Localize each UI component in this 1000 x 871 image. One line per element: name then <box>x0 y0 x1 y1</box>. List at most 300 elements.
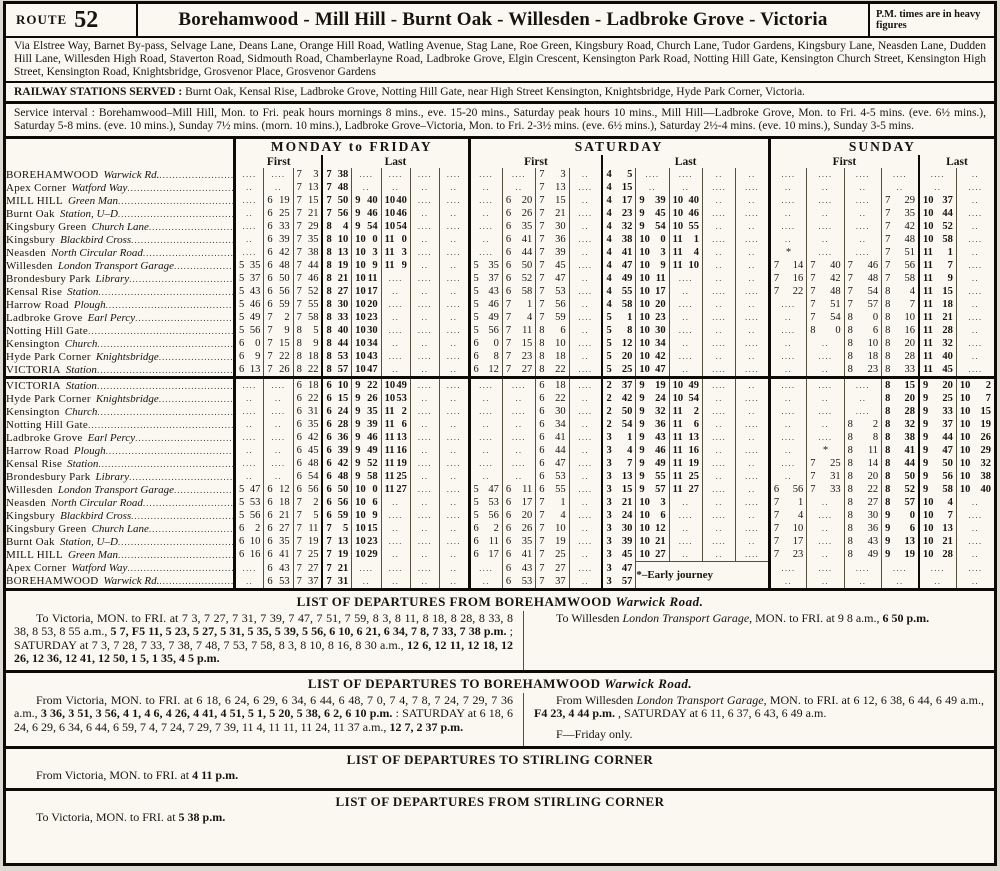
time-cell: .... <box>736 233 769 246</box>
time-cell: 11 21 <box>919 311 956 324</box>
time-cell: 7 48 <box>322 181 351 194</box>
time-cell: .... <box>410 378 439 393</box>
time-cell: 6 41 <box>264 548 293 562</box>
time-cell: 6 17 <box>469 548 502 562</box>
time-cell: 8 33 <box>882 363 919 378</box>
time-cell: 10 49 <box>381 378 410 393</box>
time-cell: .. <box>235 181 264 194</box>
station-name: Burnt Oak Station, U–D ..... <box>6 535 235 548</box>
station-name: Apex Corner Watford Way ..... <box>6 181 235 194</box>
time-cell: .. <box>440 444 469 457</box>
time-cell: 7 25 <box>536 548 569 562</box>
time-cell: 2 42 <box>602 392 635 405</box>
time-cell: 7 3 <box>536 168 569 181</box>
time-cell: .... <box>736 207 769 220</box>
time-cell: 9 47 <box>919 444 956 457</box>
time-cell: .. <box>569 496 602 509</box>
service-interval: Service interval : Borehamwood–Mill Hill, Mon. to Fri. peak hours mornings 8 mins., eve. 15-20 mins., Saturday peak hours 10 mins., Mill Hill—Ladbroke Grove, Mon. to Fri. 4-5 mins. (eve. 6½ mins.), Saturday 5-8 mins. (eve. 10 mins.), Sunday 7½ mins. (morn. 10 mins.), Ladbroke Grove–Victoria, Mon. to Fri. 2-3½ mins. (eve. 6½ mins.), Saturday 2½-4 mins. (eve. 10 mins.), Sunday 3-5 mins. <box>6 101 994 139</box>
time-cell: 9 43 <box>636 431 669 444</box>
time-cell: .... <box>352 168 381 181</box>
time-cell: 6 55 <box>536 483 569 496</box>
time-cell: 3 1 <box>602 431 635 444</box>
departures-text: To Victoria, MON. to FRI. at 5 38 p.m. <box>36 809 226 824</box>
time-cell: .... <box>769 324 806 337</box>
time-cell: 7 45 <box>536 259 569 272</box>
time-cell: .. <box>769 233 806 246</box>
timetable-row <box>6 444 994 457</box>
time-cell: .... <box>669 324 702 337</box>
time-cell: .... <box>410 350 439 363</box>
time-cell: 7 58 <box>882 272 919 285</box>
time-cell: .... <box>410 168 439 181</box>
time-cell: 6 53 <box>264 575 293 588</box>
time-cell: 6 35 <box>293 418 322 431</box>
time-cell: .. <box>569 470 602 483</box>
time-cell: 7 3 <box>293 168 322 181</box>
time-cell: .. <box>569 350 602 363</box>
time-cell: 10 28 <box>919 548 956 562</box>
time-cell: 3 39 <box>602 535 635 548</box>
timetable-row <box>6 483 994 496</box>
time-cell: 3 13 <box>602 470 635 483</box>
time-cell: 7 48 <box>844 272 881 285</box>
time-cell: 8 4 <box>882 285 919 298</box>
section-title <box>6 791 994 811</box>
time-cell: .. <box>381 181 410 194</box>
time-cell: 10 17 <box>352 285 381 298</box>
time-cell: .... <box>410 405 439 418</box>
time-cell: .... <box>736 470 769 483</box>
time-cell: 10 30 <box>352 324 381 337</box>
time-cell: .. <box>844 233 881 246</box>
time-cell: .. <box>919 181 956 194</box>
time-cell: .... <box>569 311 602 324</box>
time-cell: 7 58 <box>293 311 322 324</box>
time-cell: 7 40 <box>807 259 844 272</box>
time-cell: .... <box>956 285 994 298</box>
time-cell: .. <box>569 522 602 535</box>
time-cell: .. <box>381 363 410 378</box>
time-cell: 8 16 <box>882 324 919 337</box>
time-cell: .... <box>440 535 469 548</box>
time-cell: .. <box>410 392 439 405</box>
time-cell: 6 18 <box>264 496 293 509</box>
time-cell: .. <box>769 575 806 588</box>
time-cell: .. <box>381 285 410 298</box>
time-cell: .... <box>703 378 736 393</box>
time-cell: 10 44 <box>919 207 956 220</box>
time-cell: .. <box>381 337 410 350</box>
time-cell: 10 30 <box>636 324 669 337</box>
time-cell: 7 13 <box>293 181 322 194</box>
time-cell: .... <box>807 220 844 233</box>
time-cell: .. <box>956 496 994 509</box>
time-cell: .... <box>352 562 381 575</box>
time-cell: 6 48 <box>264 259 293 272</box>
time-cell: 10 58 <box>919 233 956 246</box>
time-cell: 7 55 <box>293 298 322 311</box>
time-cell: .. <box>469 233 502 246</box>
time-cell: 10 6 <box>352 496 381 509</box>
time-cell: 4 17 <box>602 194 635 207</box>
timetable-row <box>6 418 994 431</box>
time-cell: .... <box>235 168 264 181</box>
station-name: Notting Hill Gate ..... <box>6 324 235 337</box>
time-cell: .... <box>235 220 264 233</box>
time-cell: .. <box>569 194 602 207</box>
time-cell: .... <box>264 405 293 418</box>
time-cell: 7 5 <box>293 509 322 522</box>
railway-label: RAILWAY STATIONS SERVED : <box>14 86 183 98</box>
day-header-row <box>6 139 994 155</box>
time-cell: 10 17 <box>636 285 669 298</box>
time-cell: 11 25 <box>669 470 702 483</box>
time-cell: 6 24 <box>322 405 351 418</box>
time-cell: .... <box>736 363 769 378</box>
time-cell: .... <box>844 405 881 418</box>
time-cell: .. <box>703 470 736 483</box>
time-cell: 5 53 <box>235 496 264 509</box>
time-cell: 6 20 <box>502 194 535 207</box>
time-cell: .. <box>736 509 769 522</box>
section-title-text: LIST OF DEPARTURES FROM STIRLING CORNER <box>335 793 665 809</box>
time-cell: 8 57 <box>882 496 919 509</box>
time-cell: 7 51 <box>882 246 919 259</box>
time-cell: .... <box>569 405 602 418</box>
time-cell: 7 42 <box>882 220 919 233</box>
station-name: Kingsbury Green Church Lane ..... <box>6 522 235 535</box>
time-cell: 11 0 <box>381 233 410 246</box>
time-cell: 6 27 <box>264 522 293 535</box>
timetable-row <box>6 207 994 220</box>
time-cell: 5 56 <box>469 509 502 522</box>
time-cell: .... <box>956 207 994 220</box>
time-cell: .... <box>736 548 769 562</box>
time-cell: .. <box>502 470 535 483</box>
time-cell: 10 6 <box>636 509 669 522</box>
time-cell: .. <box>807 207 844 220</box>
time-cell: 9 50 <box>919 457 956 470</box>
time-cell: 10 47 <box>636 363 669 378</box>
time-cell: .. <box>381 311 410 324</box>
time-cell: .... <box>469 378 502 393</box>
time-cell: .. <box>736 272 769 285</box>
time-cell: .... <box>569 233 602 246</box>
time-cell: 5 49 <box>235 311 264 324</box>
time-cell: 10 49 <box>669 378 702 393</box>
time-cell: .. <box>769 470 806 483</box>
time-cell: .. <box>669 363 702 378</box>
time-cell: 5 56 <box>235 324 264 337</box>
timetable-row <box>6 509 994 522</box>
station-name: Kensington Church ..... <box>6 405 235 418</box>
station-name: Harrow Road Plough ..... <box>6 298 235 311</box>
time-cell: .. <box>807 363 844 378</box>
time-cell: 8 19 <box>322 259 351 272</box>
time-cell: 7 10 <box>536 522 569 535</box>
time-cell: 11 16 <box>381 444 410 457</box>
time-cell: 9 19 <box>636 378 669 393</box>
time-cell: 9 40 <box>352 194 381 207</box>
time-cell: .... <box>381 168 410 181</box>
time-cell: .. <box>736 168 769 181</box>
station-name: MILL HILL Green Man ..... <box>6 548 235 562</box>
time-cell: 6 53 <box>536 470 569 483</box>
time-cell: 10 38 <box>956 470 994 483</box>
time-cell: 10 29 <box>956 444 994 457</box>
station-name: Willesden London Transport Garage ..... <box>6 259 235 272</box>
time-cell: 8 4 <box>322 220 351 233</box>
time-cell: .... <box>410 483 439 496</box>
time-cell: 7 29 <box>882 194 919 207</box>
station-name: Brondesbury Park Library ..... <box>6 470 235 483</box>
timetable-row <box>6 535 994 548</box>
time-cell: .... <box>807 168 844 181</box>
timetable-row <box>6 337 994 350</box>
time-cell: 7 27 <box>293 562 322 575</box>
time-cell: 8 40 <box>322 324 351 337</box>
time-cell: 8 53 <box>322 350 351 363</box>
time-cell: 6 2 <box>469 522 502 535</box>
time-cell: .. <box>440 311 469 324</box>
time-cell: 8 11 <box>844 444 881 457</box>
time-cell: 9 37 <box>919 418 956 431</box>
time-cell: 8 41 <box>882 444 919 457</box>
time-cell: .. <box>703 392 736 405</box>
time-cell: 6 12 <box>469 363 502 378</box>
time-cell: 7 56 <box>322 207 351 220</box>
time-cell: .... <box>410 431 439 444</box>
time-cell: 10 0 <box>636 233 669 246</box>
timetable-row <box>6 392 994 405</box>
time-cell: 10 3 <box>636 246 669 259</box>
early-journey-note: *–Early journey <box>636 562 770 588</box>
time-cell: 6 41 <box>536 431 569 444</box>
time-cell: 5 56 <box>469 324 502 337</box>
time-cell: .. <box>264 418 293 431</box>
time-cell: .... <box>502 457 535 470</box>
time-cell: 7 36 <box>536 233 569 246</box>
time-cell: 6 25 <box>264 207 293 220</box>
time-cell: 10 40 <box>956 483 994 496</box>
time-cell: 9 52 <box>352 457 381 470</box>
time-cell: .... <box>381 324 410 337</box>
time-cell: 8 27 <box>322 285 351 298</box>
time-cell: .... <box>669 168 702 181</box>
time-cell: 6 39 <box>264 233 293 246</box>
time-cell: .. <box>882 575 919 588</box>
time-cell: .. <box>264 470 293 483</box>
time-cell: .... <box>469 457 502 470</box>
time-cell: 7 4 <box>502 311 535 324</box>
timetable-row <box>6 181 994 194</box>
time-cell: 3 47 <box>602 562 635 575</box>
time-cell: .. <box>469 470 502 483</box>
time-cell: 8 20 <box>844 470 881 483</box>
time-cell: .... <box>410 509 439 522</box>
time-cell: .. <box>736 350 769 363</box>
time-cell: 11 6 <box>381 418 410 431</box>
time-cell: 9 45 <box>636 207 669 220</box>
time-cell: 9 36 <box>636 418 669 431</box>
timetable-row <box>6 457 994 470</box>
time-cell: .... <box>844 562 881 575</box>
time-cell: 11 28 <box>919 324 956 337</box>
section-title-text: LIST OF DEPARTURES FROM BOREHAMWOOD <box>296 593 612 609</box>
time-cell: 8 44 <box>882 457 919 470</box>
time-cell: .... <box>502 168 535 181</box>
time-cell: .. <box>410 522 439 535</box>
time-cell: .. <box>469 444 502 457</box>
time-cell: 8 23 <box>844 363 881 378</box>
time-cell: 7 47 <box>536 272 569 285</box>
time-cell: 7 15 <box>502 337 535 350</box>
time-cell: .. <box>569 168 602 181</box>
time-cell: 10 37 <box>919 194 956 207</box>
section-title-text: LIST OF DEPARTURES TO STIRLING CORNER <box>346 752 654 768</box>
time-cell: 9 24 <box>636 392 669 405</box>
time-cell: .. <box>769 363 806 378</box>
time-cell: 10 42 <box>636 350 669 363</box>
time-cell: 9 57 <box>636 483 669 496</box>
time-cell: .. <box>769 311 806 324</box>
time-cell: 7 27 <box>502 363 535 378</box>
time-cell: 7 57 <box>844 298 881 311</box>
time-cell: .... <box>569 337 602 350</box>
time-cell: 5 37 <box>235 272 264 285</box>
time-cell: 8 38 <box>882 431 919 444</box>
time-cell: 11 19 <box>669 457 702 470</box>
time-cell: .... <box>440 298 469 311</box>
friday-only-note: F—Friday only. <box>556 727 633 742</box>
time-cell: 6 15 <box>322 392 351 405</box>
time-cell: .. <box>235 418 264 431</box>
time-cell: 11 9 <box>919 272 956 285</box>
time-cell: 5 53 <box>469 496 502 509</box>
time-cell: 9 26 <box>352 392 381 405</box>
time-cell: .. <box>807 575 844 588</box>
time-cell: 10 4 <box>919 496 956 509</box>
time-cell: .. <box>440 363 469 378</box>
time-cell: .. <box>807 337 844 350</box>
time-cell: .... <box>264 431 293 444</box>
timetable-row <box>6 220 994 233</box>
time-cell: .... <box>844 220 881 233</box>
time-cell: .. <box>807 496 844 509</box>
station-name: Neasden North Circular Road ..... <box>6 246 235 259</box>
time-cell: .... <box>669 535 702 548</box>
time-cell: 7 19 <box>293 535 322 548</box>
time-cell: 6 26 <box>502 522 535 535</box>
time-cell: 6 18 <box>536 378 569 393</box>
time-cell: 11 9 <box>381 259 410 272</box>
time-cell: 8 0 <box>844 311 881 324</box>
time-cell: .... <box>569 259 602 272</box>
time-cell: 10 9 <box>352 259 381 272</box>
time-cell: 7 37 <box>536 575 569 588</box>
station-name: Neasden North Circular Road ..... <box>6 496 235 509</box>
time-cell: 9 32 <box>636 405 669 418</box>
time-cell: .. <box>956 194 994 207</box>
time-cell: 8 44 <box>322 337 351 350</box>
time-cell: 8 20 <box>882 337 919 350</box>
time-cell: 7 38 <box>322 168 351 181</box>
time-cell: .. <box>956 220 994 233</box>
time-cell: .... <box>410 246 439 259</box>
time-cell: .... <box>569 457 602 470</box>
time-cell: 10 52 <box>919 220 956 233</box>
time-cell: 11 45 <box>919 363 956 378</box>
time-cell: .... <box>569 378 602 393</box>
time-cell: .... <box>703 207 736 220</box>
time-cell: .. <box>235 444 264 457</box>
time-cell: .... <box>703 285 736 298</box>
time-cell: 9 46 <box>636 444 669 457</box>
time-cell: 7 4 <box>536 509 569 522</box>
time-cell: 8 18 <box>844 350 881 363</box>
time-cell: 6 59 <box>264 298 293 311</box>
via-roads-text: Via Elstree Way, Barnet By-pass, Selvage Lane, Deans Lane, Orange Hill Road, Watling Avenue, Stag Lane, Roe Green, Kingsbury Road, Church Lane, Tudor Gardens, Kingsbury Lane, Neasden Lane, Dudden Hill Lane, Willesden High Road, Staverton Road, Sidmouth Road, Chamberlayne Road, Ladbroke Grove, Elgin Crescent, Kensington Park Road, Notting Hill Gate, Kensington Church Street, Kensington High Street, Kensington Road, Knightsbridge, Grosvenor Place, Grosvenor Gardens <box>14 40 986 78</box>
time-cell: 4 49 <box>602 272 635 285</box>
time-cell: 8 7 <box>882 298 919 311</box>
time-cell: .. <box>807 392 844 405</box>
time-cell: .. <box>703 298 736 311</box>
time-cell: .... <box>440 272 469 285</box>
section-title <box>6 673 994 693</box>
time-cell: 7 1 <box>502 298 535 311</box>
time-cell: * <box>769 246 806 259</box>
time-cell: .... <box>440 246 469 259</box>
time-cell: 6 28 <box>322 418 351 431</box>
time-cell: 9 49 <box>352 444 381 457</box>
time-cell: .. <box>469 181 502 194</box>
time-cell: 10 15 <box>352 522 381 535</box>
station-name: Kingsbury Blackbird Cross ..... <box>6 509 235 522</box>
time-cell: .. <box>669 548 702 562</box>
section-title-italic: Warwick Road. <box>615 593 704 609</box>
time-cell: 8 50 <box>882 470 919 483</box>
time-cell: .. <box>736 298 769 311</box>
time-cell: 9 54 <box>352 220 381 233</box>
time-cell: .... <box>703 181 736 194</box>
time-cell: 6 11 <box>502 483 535 496</box>
time-cell: .... <box>844 168 881 181</box>
time-cell: 11 6 <box>669 418 702 431</box>
departures-from-borehamwood-section <box>6 591 994 673</box>
time-cell: 5 25 <box>602 363 635 378</box>
time-cell: 2 50 <box>602 405 635 418</box>
time-cell: 7 22 <box>769 285 806 298</box>
route-number: 52 <box>74 7 99 33</box>
time-cell: 8 9 <box>293 337 322 350</box>
time-cell: .. <box>440 207 469 220</box>
time-cell: 10 34 <box>636 337 669 350</box>
time-cell: .. <box>410 259 439 272</box>
time-cell: .... <box>807 562 844 575</box>
time-cell: .... <box>235 457 264 470</box>
time-cell: 8 27 <box>844 496 881 509</box>
time-cell: .. <box>440 392 469 405</box>
time-cell: 4 15 <box>602 181 635 194</box>
time-cell: 7 21 <box>536 207 569 220</box>
time-cell: .... <box>844 194 881 207</box>
time-cell: .. <box>235 207 264 220</box>
time-cell: 6 9 <box>235 350 264 363</box>
time-cell: 8 22 <box>844 483 881 496</box>
time-cell: 8 36 <box>844 522 881 535</box>
time-cell: .. <box>569 418 602 431</box>
time-cell: .. <box>636 181 669 194</box>
